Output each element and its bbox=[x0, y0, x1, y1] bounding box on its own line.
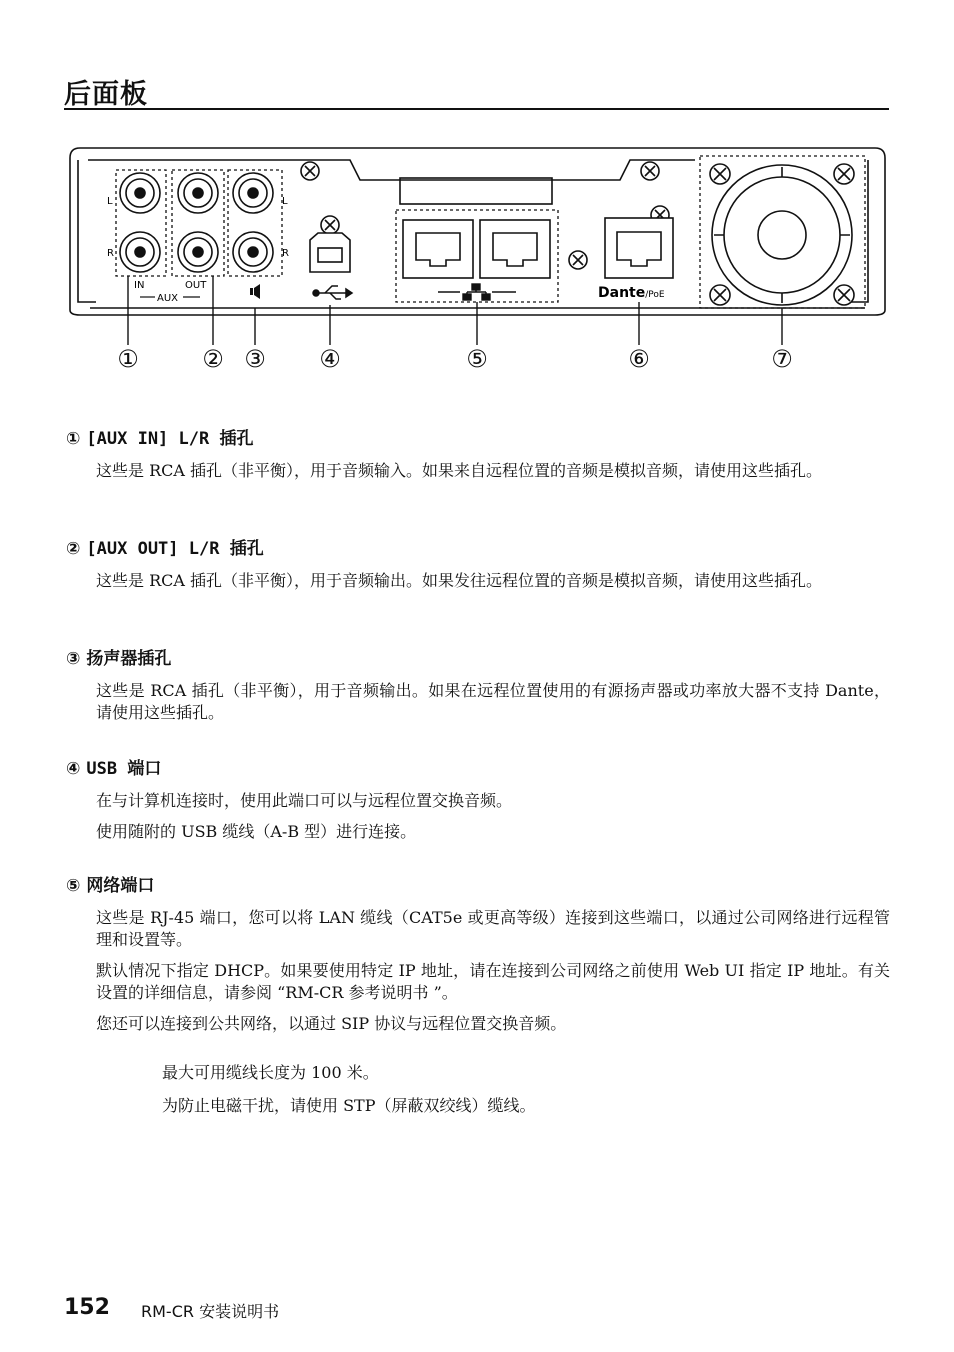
fan bbox=[712, 165, 852, 305]
title-rule bbox=[64, 108, 889, 110]
usb-icon bbox=[313, 286, 352, 299]
dante-port bbox=[605, 218, 673, 278]
callout-1: ① bbox=[117, 345, 139, 373]
section-heading: ④ USB 端口 bbox=[66, 759, 162, 779]
callout-5: ⑤ bbox=[466, 345, 488, 373]
section-paragraph: 默认情况下指定 DHCP。如果要使用特定 IP 地址，请在连接到公司网络之前使用 Web UI 指定 IP 地址。有关设置的详细信息，请参阅 “RM-CR 参考说明书 ”。 bbox=[96, 961, 890, 1002]
spk-r-label: R bbox=[282, 248, 289, 259]
section-paragraph: 使用随附的 USB 缆线（A-B 型）进行连接。 bbox=[96, 822, 417, 841]
dante-label: Dante/PoE bbox=[598, 285, 665, 301]
screw-icon bbox=[834, 164, 854, 184]
aux-in-jacks bbox=[120, 173, 160, 272]
network-icon bbox=[438, 284, 516, 300]
section-usb bbox=[66, 758, 890, 843]
screw-icon bbox=[301, 162, 319, 180]
section-heading: ② [AUX OUT] L/R 插孔 bbox=[66, 539, 264, 559]
aux-l-label: L bbox=[107, 196, 113, 207]
screw-icon bbox=[641, 162, 659, 180]
section-speaker bbox=[66, 648, 890, 724]
section-network bbox=[66, 875, 890, 1035]
section-paragraph: 这些是 RCA 插孔（非平衡），用于音频输出。如果在远程位置使用的有源扬声器或功率放大器不支持 Dante，请使用这些插孔。 bbox=[96, 681, 890, 722]
rear-panel-diagram bbox=[60, 140, 895, 380]
section-heading: ⑤ 网络端口 bbox=[66, 876, 155, 896]
page-number: 152 bbox=[64, 1295, 110, 1320]
callout-7: ⑦ bbox=[771, 345, 793, 373]
section-paragraph: 在与计算机连接时，使用此端口可以与远程位置交换音频。 bbox=[96, 791, 513, 810]
aux-out-label: OUT bbox=[185, 280, 207, 291]
note-cable-length: 最大可用缆线长度为 100 米。 bbox=[162, 1063, 379, 1082]
screw-icon bbox=[710, 164, 730, 184]
page-title: 后面板 bbox=[64, 79, 148, 110]
note-stp-cable: 为防止电磁干扰，请使用 STP（屏蔽双绞线）缆线。 bbox=[162, 1096, 536, 1115]
section-heading: ① [AUX IN] L/R 插孔 bbox=[66, 429, 254, 449]
aux-r-label: R bbox=[107, 248, 114, 259]
section-aux-in bbox=[66, 428, 890, 482]
callout-4: ④ bbox=[319, 345, 341, 373]
aux-in-label: IN bbox=[134, 280, 145, 291]
speaker-jacks bbox=[233, 173, 273, 272]
callout-2: ② bbox=[202, 345, 224, 373]
section-heading: ③ 扬声器插孔 bbox=[66, 649, 172, 669]
usb-port bbox=[310, 233, 350, 272]
callout-6: ⑥ bbox=[628, 345, 650, 373]
screw-icon bbox=[834, 285, 854, 305]
section-paragraph: 这些是 RCA 插孔（非平衡），用于音频输入。如果来自远程位置的音频是模拟音频，请使用这些插孔。 bbox=[96, 461, 823, 480]
screw-icon bbox=[710, 285, 730, 305]
network-ports bbox=[403, 220, 550, 278]
screw-icon bbox=[569, 251, 587, 269]
spk-l-label: L bbox=[282, 196, 288, 207]
footer-document-title: RM-CR 安装说明书 bbox=[141, 1302, 280, 1321]
section-paragraph: 这些是 RCA 插孔（非平衡），用于音频输出。如果发往远程位置的音频是模拟音频，请使用这些插孔。 bbox=[96, 571, 823, 590]
aux-label: AUX bbox=[157, 293, 179, 304]
section-paragraph: 您还可以连接到公共网络，以通过 SIP 协议与远程位置交换音频。 bbox=[96, 1014, 567, 1033]
speaker-icon bbox=[250, 284, 260, 299]
aux-out-jacks bbox=[178, 173, 218, 272]
callout-3: ③ bbox=[244, 345, 266, 373]
section-aux-out bbox=[66, 538, 890, 592]
section-paragraph: 这些是 RJ-45 端口，您可以将 LAN 缆线（CAT5e 或更高等级）连接到这些端口，以通过公司网络进行远程管理和设置等。 bbox=[96, 908, 890, 949]
screw-icon bbox=[321, 216, 339, 234]
